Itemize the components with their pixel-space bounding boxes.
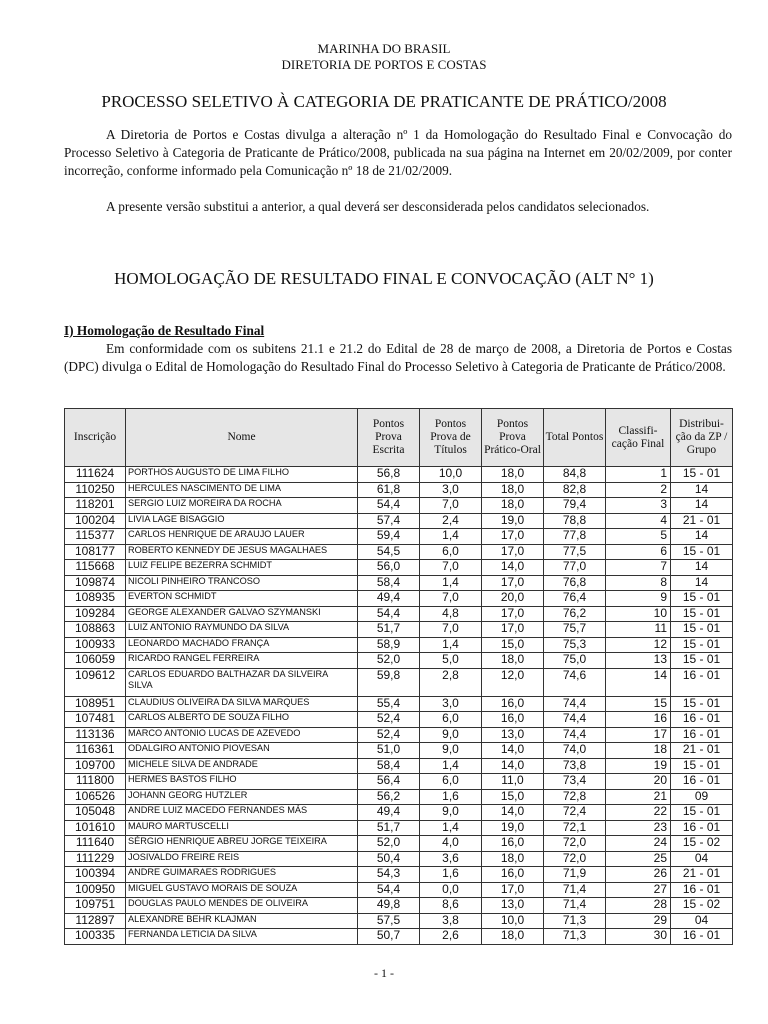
cell-total-pontos: 74,4: [544, 712, 606, 728]
cell-prova-escrita: 56,0: [358, 560, 420, 576]
results-table-body: [65, 467, 733, 945]
table-row: [65, 867, 733, 883]
cell-classificacao: 18: [606, 743, 671, 759]
cell-nome: JOHANN GEORG HUTZLER: [126, 789, 358, 805]
cell-nome: LEONARDO MACHADO FRANÇA: [126, 637, 358, 653]
cell-inscricao: 109874: [65, 575, 126, 591]
cell-inscricao: 109751: [65, 898, 126, 914]
cell-inscricao: 100394: [65, 867, 126, 883]
cell-prova-escrita: 56,8: [358, 467, 420, 483]
cell-prova-titulos: 1,6: [420, 867, 482, 883]
cell-total-pontos: 76,8: [544, 575, 606, 591]
cell-nome: EVERTON SCHMIDT: [126, 591, 358, 607]
cell-distribuicao-zp: 15 - 01: [671, 591, 733, 607]
cell-prova-titulos: 6,0: [420, 712, 482, 728]
cell-classificacao: 13: [606, 653, 671, 669]
cell-inscricao: 109284: [65, 606, 126, 622]
cell-prova-pratico-oral: 16,0: [482, 867, 544, 883]
cell-prova-pratico-oral: 13,0: [482, 898, 544, 914]
cell-prova-pratico-oral: 17,0: [482, 606, 544, 622]
cell-prova-pratico-oral: 14,0: [482, 560, 544, 576]
cell-prova-titulos: 6,0: [420, 774, 482, 790]
cell-prova-titulos: 3,8: [420, 913, 482, 929]
cell-distribuicao-zp: 15 - 01: [671, 805, 733, 821]
cell-prova-pratico-oral: 14,0: [482, 805, 544, 821]
table-row: [65, 467, 733, 483]
cell-classificacao: 25: [606, 851, 671, 867]
cell-distribuicao-zp: 04: [671, 851, 733, 867]
cell-distribuicao-zp: 16 - 01: [671, 882, 733, 898]
cell-classificacao: 11: [606, 622, 671, 638]
table-row: [65, 560, 733, 576]
cell-nome: LUIZ ANTONIO RAYMUNDO DA SILVA: [126, 622, 358, 638]
cell-total-pontos: 71,4: [544, 898, 606, 914]
cell-prova-escrita: 49,4: [358, 591, 420, 607]
cell-prova-escrita: 58,4: [358, 575, 420, 591]
cell-inscricao: 108863: [65, 622, 126, 638]
cell-distribuicao-zp: 16 - 01: [671, 929, 733, 945]
cell-inscricao: 108951: [65, 696, 126, 712]
cell-prova-escrita: 52,0: [358, 836, 420, 852]
cell-total-pontos: 72,1: [544, 820, 606, 836]
table-row: [65, 929, 733, 945]
cell-distribuicao-zp: 16 - 01: [671, 820, 733, 836]
cell-inscricao: 105048: [65, 805, 126, 821]
cell-prova-titulos: 7,0: [420, 498, 482, 514]
cell-distribuicao-zp: 21 - 01: [671, 513, 733, 529]
cell-prova-pratico-oral: 16,0: [482, 712, 544, 728]
cell-prova-escrita: 54,4: [358, 498, 420, 514]
cell-distribuicao-zp: 14: [671, 575, 733, 591]
cell-prova-escrita: 54,5: [358, 544, 420, 560]
cell-prova-titulos: 4,8: [420, 606, 482, 622]
table-row: [65, 513, 733, 529]
cell-nome: MICHELE SILVA DE ANDRADE: [126, 758, 358, 774]
column-header-prova-titulos: Pontos Prova de Títulos: [420, 409, 482, 467]
cell-prova-escrita: 58,9: [358, 637, 420, 653]
cell-prova-escrita: 52,4: [358, 712, 420, 728]
table-header-row: [65, 409, 733, 467]
cell-distribuicao-zp: 14: [671, 560, 733, 576]
cell-inscricao: 109700: [65, 758, 126, 774]
cell-nome: MAURO MARTUSCELLI: [126, 820, 358, 836]
cell-total-pontos: 71,9: [544, 867, 606, 883]
cell-classificacao: 23: [606, 820, 671, 836]
cell-total-pontos: 76,4: [544, 591, 606, 607]
directorate-name: DIRETORIA DE PORTOS E COSTAS: [281, 57, 487, 72]
cell-nome: GEORGE ALEXANDER GALVAO SZYMANSKI: [126, 606, 358, 622]
cell-prova-titulos: 6,0: [420, 544, 482, 560]
cell-nome: CARLOS EDUARDO BALTHAZAR DA SILVEIRA SILVA: [126, 668, 358, 696]
cell-total-pontos: 76,2: [544, 606, 606, 622]
column-header-nome: Nome: [126, 409, 358, 467]
cell-distribuicao-zp: 15 - 01: [671, 637, 733, 653]
cell-nome: ROBERTO KENNEDY DE JESUS MAGALHAES: [126, 544, 358, 560]
cell-distribuicao-zp: 15 - 01: [671, 622, 733, 638]
cell-prova-escrita: 49,8: [358, 898, 420, 914]
cell-classificacao: 28: [606, 898, 671, 914]
cell-inscricao: 115377: [65, 529, 126, 545]
cell-prova-escrita: 51,7: [358, 820, 420, 836]
cell-distribuicao-zp: 16 - 01: [671, 668, 733, 696]
cell-prova-titulos: 1,4: [420, 758, 482, 774]
cell-prova-pratico-oral: 11,0: [482, 774, 544, 790]
cell-prova-pratico-oral: 17,0: [482, 529, 544, 545]
table-row: [65, 498, 733, 514]
cell-total-pontos: 77,5: [544, 544, 606, 560]
column-header-total-pontos: Total Pontos: [544, 409, 606, 467]
table-row: [65, 851, 733, 867]
table-row: [65, 575, 733, 591]
intro-paragraph-1: A Diretoria de Portos e Costas divulga a alteração nº 1 da Homologação do Resultado Final e Convocação do Processo Seletivo à Categoria de Praticante de Prático/2008, publicada na sua página na Internet em 20/02/2009, por conter incorreção, conforme informado pela Comunicação nº 18 de 21/02/2009.: [64, 127, 732, 178]
cell-prova-escrita: 52,0: [358, 653, 420, 669]
cell-inscricao: 115668: [65, 560, 126, 576]
cell-inscricao: 111229: [65, 851, 126, 867]
cell-classificacao: 20: [606, 774, 671, 790]
cell-prova-pratico-oral: 10,0: [482, 913, 544, 929]
cell-distribuicao-zp: 16 - 01: [671, 774, 733, 790]
cell-prova-escrita: 54,4: [358, 606, 420, 622]
cell-nome: SERGIO LUIZ MOREIRA DA ROCHA: [126, 498, 358, 514]
cell-inscricao: 111800: [65, 774, 126, 790]
cell-classificacao: 3: [606, 498, 671, 514]
cell-inscricao: 100950: [65, 882, 126, 898]
column-header-classificacao: Classifi-cação Final: [606, 409, 671, 467]
table-row: [65, 591, 733, 607]
cell-prova-pratico-oral: 18,0: [482, 653, 544, 669]
cell-prova-escrita: 51,0: [358, 743, 420, 759]
cell-inscricao: 111640: [65, 836, 126, 852]
cell-inscricao: 116361: [65, 743, 126, 759]
table-row: [65, 727, 733, 743]
cell-nome: MIGUEL GUSTAVO MORAIS DE SOUZA: [126, 882, 358, 898]
cell-prova-titulos: 1,4: [420, 575, 482, 591]
cell-inscricao: 113136: [65, 727, 126, 743]
cell-prova-pratico-oral: 18,0: [482, 482, 544, 498]
cell-prova-escrita: 52,4: [358, 727, 420, 743]
cell-prova-escrita: 59,8: [358, 668, 420, 696]
cell-inscricao: 112897: [65, 913, 126, 929]
cell-classificacao: 8: [606, 575, 671, 591]
cell-nome: CARLOS HENRIQUE DE ARAUJO LAUER: [126, 529, 358, 545]
table-row: [65, 653, 733, 669]
table-row: [65, 606, 733, 622]
table-row: [65, 712, 733, 728]
cell-distribuicao-zp: 14: [671, 529, 733, 545]
cell-prova-titulos: 2,8: [420, 668, 482, 696]
cell-prova-pratico-oral: 15,0: [482, 789, 544, 805]
cell-total-pontos: 73,8: [544, 758, 606, 774]
cell-total-pontos: 72,0: [544, 851, 606, 867]
table-row: [65, 696, 733, 712]
cell-prova-titulos: 3,0: [420, 696, 482, 712]
page-number: - 1 -: [374, 966, 394, 980]
results-table: [64, 408, 733, 945]
column-header-distribuicao-zp: Distribui-ção da ZP / Grupo: [671, 409, 733, 467]
cell-inscricao: 108177: [65, 544, 126, 560]
table-row: [65, 743, 733, 759]
cell-total-pontos: 77,8: [544, 529, 606, 545]
cell-total-pontos: 71,3: [544, 913, 606, 929]
cell-classificacao: 16: [606, 712, 671, 728]
cell-classificacao: 12: [606, 637, 671, 653]
cell-nome: CARLOS ALBERTO DE SOUZA FILHO: [126, 712, 358, 728]
cell-total-pontos: 74,4: [544, 696, 606, 712]
cell-inscricao: 106526: [65, 789, 126, 805]
cell-prova-escrita: 56,4: [358, 774, 420, 790]
cell-total-pontos: 71,4: [544, 882, 606, 898]
cell-inscricao: 118201: [65, 498, 126, 514]
table-row: [65, 805, 733, 821]
cell-prova-pratico-oral: 14,0: [482, 743, 544, 759]
cell-distribuicao-zp: 15 - 01: [671, 653, 733, 669]
cell-distribuicao-zp: 14: [671, 498, 733, 514]
cell-classificacao: 1: [606, 467, 671, 483]
cell-prova-pratico-oral: 16,0: [482, 696, 544, 712]
table-row: [65, 758, 733, 774]
cell-prova-titulos: 9,0: [420, 727, 482, 743]
column-header-prova-escrita: Pontos Prova Escrita: [358, 409, 420, 467]
cell-prova-pratico-oral: 16,0: [482, 836, 544, 852]
cell-distribuicao-zp: 21 - 01: [671, 743, 733, 759]
cell-prova-pratico-oral: 12,0: [482, 668, 544, 696]
cell-prova-pratico-oral: 15,0: [482, 637, 544, 653]
cell-nome: DOUGLAS PAULO MENDES DE OLIVEIRA: [126, 898, 358, 914]
cell-total-pontos: 82,8: [544, 482, 606, 498]
intro-paragraph-2: A presente versão substitui a anterior, a qual deverá ser desconsiderada pelos candidatos selecionados.: [106, 199, 650, 214]
cell-distribuicao-zp: 15 - 01: [671, 467, 733, 483]
cell-prova-titulos: 10,0: [420, 467, 482, 483]
cell-prova-pratico-oral: 17,0: [482, 622, 544, 638]
cell-nome: LIVIA LAGE BISAGGIO: [126, 513, 358, 529]
table-row: [65, 898, 733, 914]
cell-distribuicao-zp: 15 - 02: [671, 836, 733, 852]
cell-nome: ANDRE LUIZ MACEDO FERNANDES MÁS: [126, 805, 358, 821]
cell-inscricao: 109612: [65, 668, 126, 696]
cell-prova-pratico-oral: 18,0: [482, 498, 544, 514]
column-header-inscricao: Inscrição: [65, 409, 126, 467]
cell-prova-escrita: 55,4: [358, 696, 420, 712]
cell-classificacao: 17: [606, 727, 671, 743]
organization-name: MARINHA DO BRASIL: [317, 41, 451, 56]
cell-prova-titulos: 2,4: [420, 513, 482, 529]
cell-prova-escrita: 57,5: [358, 913, 420, 929]
cell-distribuicao-zp: 09: [671, 789, 733, 805]
cell-classificacao: 19: [606, 758, 671, 774]
table-row: [65, 668, 733, 696]
cell-prova-escrita: 57,4: [358, 513, 420, 529]
cell-prova-titulos: 8,6: [420, 898, 482, 914]
cell-nome: MARCO ANTONIO LUCAS DE AZEVEDO: [126, 727, 358, 743]
section-paragraph: Em conformidade com os subitens 21.1 e 21.2 do Edital de 28 de março de 2008, a Diretoria de Portos e Costas (DPC) divulga o Edital de Homologação do Resultado Final do Processo Seletivo à Categoria de Praticante de Prático/2008.: [64, 341, 732, 374]
cell-prova-titulos: 1,4: [420, 637, 482, 653]
cell-classificacao: 4: [606, 513, 671, 529]
table-row: [65, 482, 733, 498]
cell-prova-escrita: 58,4: [358, 758, 420, 774]
table-row: [65, 774, 733, 790]
cell-inscricao: 111624: [65, 467, 126, 483]
cell-inscricao: 110250: [65, 482, 126, 498]
cell-prova-pratico-oral: 18,0: [482, 851, 544, 867]
cell-prova-escrita: 61,8: [358, 482, 420, 498]
cell-distribuicao-zp: 16 - 01: [671, 712, 733, 728]
cell-prova-titulos: 9,0: [420, 805, 482, 821]
cell-prova-titulos: 7,0: [420, 591, 482, 607]
cell-prova-pratico-oral: 18,0: [482, 467, 544, 483]
cell-distribuicao-zp: 15 - 02: [671, 898, 733, 914]
cell-prova-escrita: 56,2: [358, 789, 420, 805]
section-title: HOMOLOGAÇÃO DE RESULTADO FINAL E CONVOCAÇÃO (ALT N° 1): [114, 269, 654, 288]
cell-total-pontos: 72,0: [544, 836, 606, 852]
cell-total-pontos: 74,0: [544, 743, 606, 759]
cell-prova-titulos: 1,6: [420, 789, 482, 805]
cell-nome: FERNANDA LETICIA DA SILVA: [126, 929, 358, 945]
cell-prova-titulos: 5,0: [420, 653, 482, 669]
cell-classificacao: 21: [606, 789, 671, 805]
cell-nome: NICOLI PINHEIRO TRANCOSO: [126, 575, 358, 591]
table-row: [65, 789, 733, 805]
cell-prova-pratico-oral: 19,0: [482, 513, 544, 529]
cell-inscricao: 100335: [65, 929, 126, 945]
cell-nome: PORTHOS AUGUSTO DE LIMA FILHO: [126, 467, 358, 483]
cell-classificacao: 22: [606, 805, 671, 821]
cell-prova-titulos: 3,0: [420, 482, 482, 498]
cell-prova-pratico-oral: 17,0: [482, 544, 544, 560]
cell-distribuicao-zp: 15 - 01: [671, 606, 733, 622]
cell-total-pontos: 75,3: [544, 637, 606, 653]
cell-total-pontos: 73,4: [544, 774, 606, 790]
cell-prova-pratico-oral: 17,0: [482, 575, 544, 591]
cell-prova-escrita: 49,4: [358, 805, 420, 821]
cell-nome: HERCULES NASCIMENTO DE LIMA: [126, 482, 358, 498]
cell-inscricao: 108935: [65, 591, 126, 607]
cell-prova-pratico-oral: 20,0: [482, 591, 544, 607]
cell-nome: ALEXANDRE BEHR KLAJMAN: [126, 913, 358, 929]
cell-nome: SÉRGIO HENRIQUE ABREU JORGE TEIXEIRA: [126, 836, 358, 852]
cell-distribuicao-zp: 15 - 01: [671, 696, 733, 712]
cell-prova-titulos: 1,4: [420, 529, 482, 545]
cell-classificacao: 6: [606, 544, 671, 560]
cell-distribuicao-zp: 21 - 01: [671, 867, 733, 883]
table-row: [65, 820, 733, 836]
cell-prova-escrita: 54,4: [358, 882, 420, 898]
column-header-prova-pratico-oral: Pontos Prova Prático-Oral: [482, 409, 544, 467]
cell-total-pontos: 72,4: [544, 805, 606, 821]
cell-inscricao: 100204: [65, 513, 126, 529]
cell-prova-escrita: 51,7: [358, 622, 420, 638]
cell-total-pontos: 78,8: [544, 513, 606, 529]
cell-classificacao: 27: [606, 882, 671, 898]
table-row: [65, 529, 733, 545]
cell-total-pontos: 77,0: [544, 560, 606, 576]
cell-prova-titulos: 3,6: [420, 851, 482, 867]
cell-prova-titulos: 1,4: [420, 820, 482, 836]
cell-distribuicao-zp: 16 - 01: [671, 727, 733, 743]
cell-prova-escrita: 50,7: [358, 929, 420, 945]
table-row: [65, 544, 733, 560]
cell-classificacao: 26: [606, 867, 671, 883]
cell-nome: LUIZ FELIPE BEZERRA SCHMIDT: [126, 560, 358, 576]
cell-prova-pratico-oral: 17,0: [482, 882, 544, 898]
cell-total-pontos: 74,6: [544, 668, 606, 696]
cell-total-pontos: 74,4: [544, 727, 606, 743]
cell-prova-titulos: 9,0: [420, 743, 482, 759]
cell-nome: ODALGIRO ANTONIO PIOVESAN: [126, 743, 358, 759]
cell-distribuicao-zp: 15 - 01: [671, 758, 733, 774]
table-row: [65, 836, 733, 852]
cell-nome: ANDRE GUIMARAES RODRIGUES: [126, 867, 358, 883]
cell-total-pontos: 72,8: [544, 789, 606, 805]
cell-prova-titulos: 7,0: [420, 622, 482, 638]
table-row: [65, 882, 733, 898]
table-row: [65, 637, 733, 653]
cell-prova-escrita: 50,4: [358, 851, 420, 867]
cell-classificacao: 15: [606, 696, 671, 712]
cell-total-pontos: 79,4: [544, 498, 606, 514]
table-row: [65, 622, 733, 638]
cell-prova-titulos: 4,0: [420, 836, 482, 852]
cell-nome: RICARDO RANGEL FERREIRA: [126, 653, 358, 669]
cell-prova-pratico-oral: 13,0: [482, 727, 544, 743]
cell-prova-escrita: 54,3: [358, 867, 420, 883]
section-heading: I) Homologação de Resultado Final: [64, 323, 265, 338]
cell-classificacao: 9: [606, 591, 671, 607]
cell-inscricao: 107481: [65, 712, 126, 728]
cell-distribuicao-zp: 04: [671, 913, 733, 929]
table-row: [65, 913, 733, 929]
cell-prova-titulos: 0,0: [420, 882, 482, 898]
cell-distribuicao-zp: 14: [671, 482, 733, 498]
cell-nome: CLAUDIUS OLIVEIRA DA SILVA MARQUES: [126, 696, 358, 712]
cell-classificacao: 14: [606, 668, 671, 696]
cell-classificacao: 7: [606, 560, 671, 576]
cell-nome: JOSIVALDO FREIRE REIS: [126, 851, 358, 867]
cell-classificacao: 2: [606, 482, 671, 498]
cell-distribuicao-zp: 15 - 01: [671, 544, 733, 560]
cell-total-pontos: 75,0: [544, 653, 606, 669]
cell-prova-titulos: 7,0: [420, 560, 482, 576]
cell-inscricao: 106059: [65, 653, 126, 669]
cell-classificacao: 10: [606, 606, 671, 622]
cell-total-pontos: 75,7: [544, 622, 606, 638]
cell-classificacao: 30: [606, 929, 671, 945]
cell-nome: HERMES BASTOS FILHO: [126, 774, 358, 790]
cell-prova-titulos: 2,6: [420, 929, 482, 945]
cell-classificacao: 5: [606, 529, 671, 545]
cell-prova-pratico-oral: 19,0: [482, 820, 544, 836]
document-title: PROCESSO SELETIVO À CATEGORIA DE PRATICANTE DE PRÁTICO/2008: [101, 92, 667, 111]
cell-total-pontos: 84,8: [544, 467, 606, 483]
cell-prova-escrita: 59,4: [358, 529, 420, 545]
cell-total-pontos: 71,3: [544, 929, 606, 945]
cell-classificacao: 24: [606, 836, 671, 852]
cell-prova-pratico-oral: 14,0: [482, 758, 544, 774]
cell-prova-pratico-oral: 18,0: [482, 929, 544, 945]
cell-classificacao: 29: [606, 913, 671, 929]
cell-inscricao: 101610: [65, 820, 126, 836]
cell-inscricao: 100933: [65, 637, 126, 653]
